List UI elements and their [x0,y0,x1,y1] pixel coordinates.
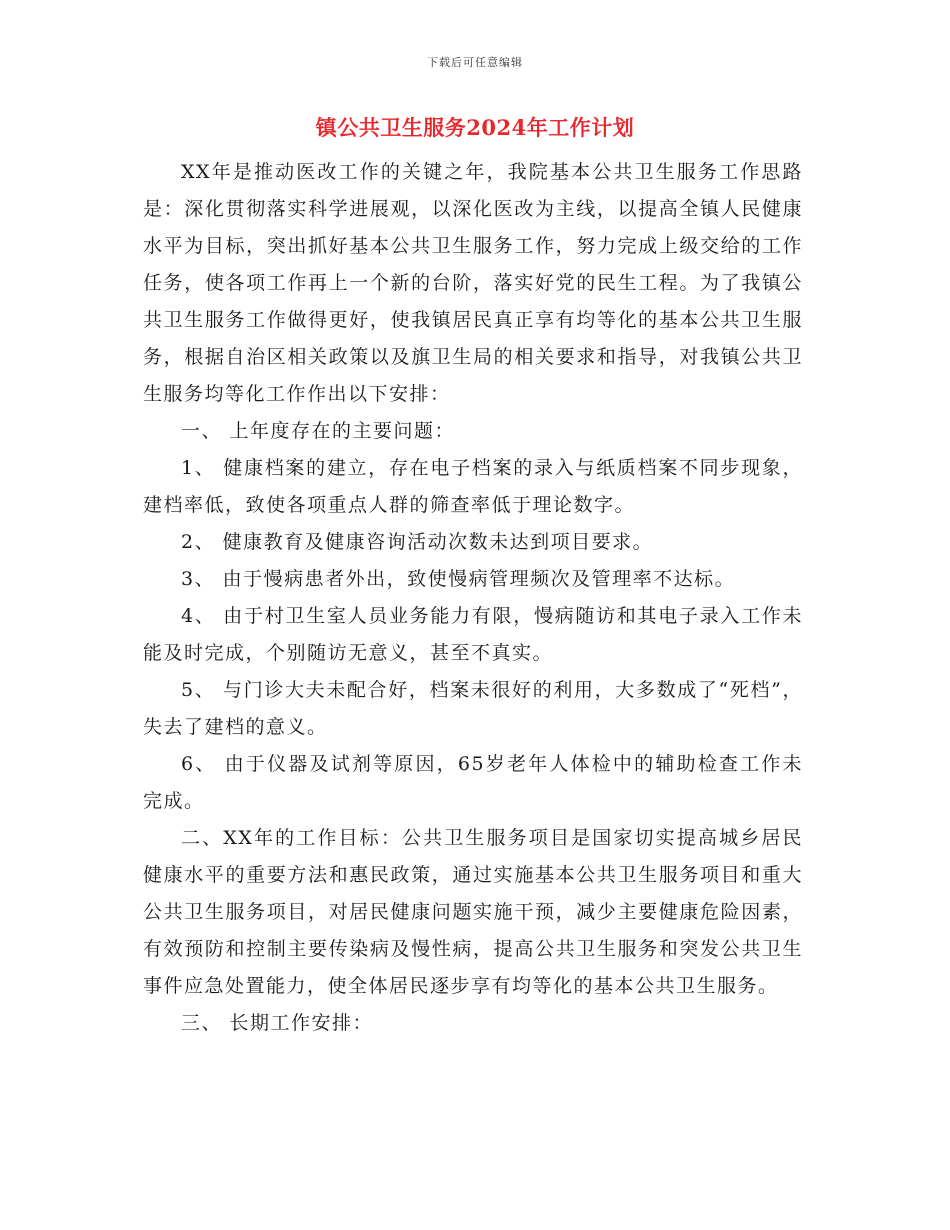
list-item-4: 4、 由于村卫生室人员业务能力有限，慢病随访和其电子录入工作未能及时完成，个别随访无意义，甚至不真实。 [143,605,803,664]
section-heading-1: 一、 上年度存在的主要问题： [181,420,456,442]
list-item-2: 2、 健康教育及健康咨询活动次数未达到项目要求。 [181,531,654,553]
paragraph-intro: XX年是推动医改工作的关键之年，我院基本公共卫生服务工作思路是：深化贯彻落实科学进展观，以深化医改为主线，以提高全镇人民健康水平为目标，突出抓好基本公共卫生服务工作，努力完成上级交给的工作任务，使各项工作再上一个新的台阶，落实好党的民生工程。为了我镇公共卫生服务工作做得更好，使我镇居民真正享有均等化的基本公共卫生服务，根据自治区相关政策以及旗卫生局的相关要求和指导，对我镇公共卫生服务均等化工作作出以下安排： [143,161,803,405]
section-heading-3: 三、 长期工作安排： [181,1012,374,1034]
list-item-5: 5、 与门诊大夫未配合好，档案未很好的利用，大多数成了“死档”，失去了建档的意义。 [143,679,803,738]
list-item-3: 3、 由于慢病患者外出，致使慢病管理频次及管理率不达标。 [181,568,736,590]
section-heading-2: 二、XX年的工作目标：公共卫生服务项目是国家切实提高城乡居民健康水平的重要方法和惠民政策，通过实施基本公共卫生服务项目和重大公共卫生服务项目，对居民健康问题实施干预，减少主要健康危险因素，有效预防和控制主要传染病及慢性病，提高公共卫生服务和突发公共卫生事件应急处置能力，使全体居民逐步享有均等化的基本公共卫生服务。 [143,827,803,997]
header-note: 下载后可任意编辑 [427,56,523,69]
document-body [143,154,803,1042]
document-title: 镇公共卫生服务2024年工作计划 [315,115,635,140]
list-item-6: 6、 由于仪器及试剂等原因，65岁老年人体检中的辅助检查工作未完成。 [143,753,803,812]
list-item-1: 1、 健康档案的建立，存在电子档案的录入与纸质档案不同步现象，建档率低，致使各项重点人群的筛查率低于理论数字。 [143,457,803,516]
